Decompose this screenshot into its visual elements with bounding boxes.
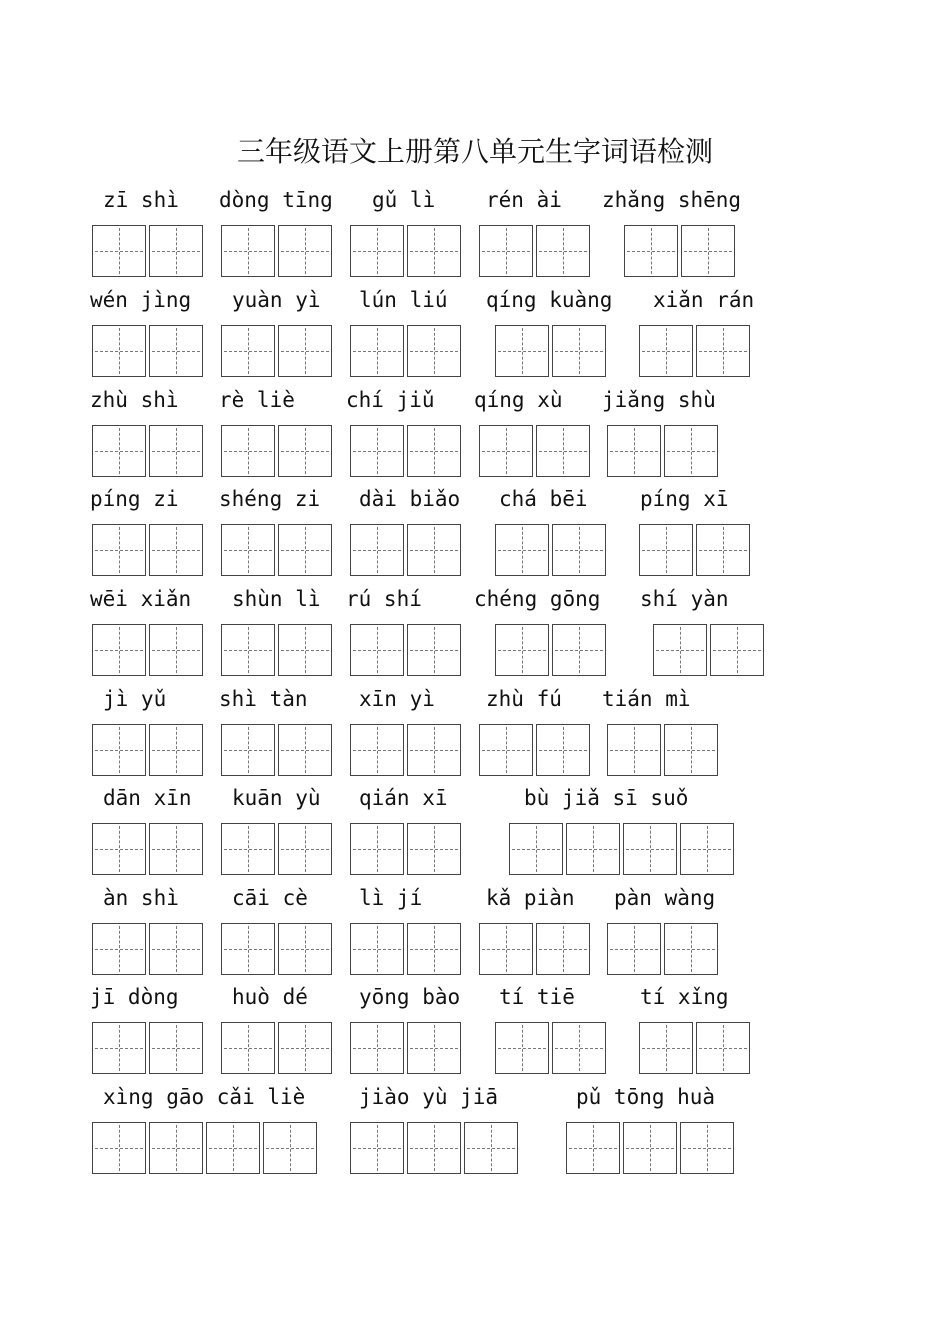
tianzige-writing-box[interactable] [350, 1022, 404, 1074]
tianzige-writing-box[interactable] [696, 1022, 750, 1074]
tianzige-writing-box[interactable] [495, 524, 549, 576]
tianzige-writing-box[interactable] [350, 225, 404, 277]
pinyin-prompt: kuān yù [232, 786, 321, 810]
tianzige-writing-box[interactable] [495, 624, 549, 676]
tianzige-writing-box[interactable] [681, 225, 735, 277]
pinyin-prompt: tián mì [602, 687, 691, 711]
tianzige-writing-box[interactable] [464, 1122, 518, 1174]
pinyin-prompt: dài biǎo [359, 487, 461, 511]
tianzige-writing-box[interactable] [536, 425, 590, 477]
pinyin-prompt: lún liú [359, 288, 448, 312]
answer-grid-group [221, 425, 332, 477]
answer-grid-group [92, 1022, 203, 1074]
pinyin-prompt: qíng xù [474, 388, 563, 412]
pinyin-prompt: jī dòng [90, 985, 179, 1009]
tianzige-writing-box[interactable] [664, 425, 718, 477]
tianzige-writing-box[interactable] [92, 823, 146, 875]
tianzige-writing-box[interactable] [696, 325, 750, 377]
tianzige-writing-box[interactable] [552, 624, 606, 676]
tianzige-writing-box[interactable] [350, 1122, 404, 1174]
pinyin-prompt: qíng kuàng [486, 288, 613, 312]
tianzige-writing-box[interactable] [149, 724, 203, 776]
answer-grid-group [221, 624, 332, 676]
pinyin-prompt: cāi cè [232, 886, 308, 910]
pinyin-prompt: bù jiǎ sī suǒ [524, 786, 689, 810]
tianzige-writing-box[interactable] [92, 1122, 146, 1174]
answer-grid-group [350, 1122, 518, 1174]
tianzige-writing-box[interactable] [623, 1122, 677, 1174]
answer-grid-group [607, 923, 718, 975]
tianzige-writing-box[interactable] [350, 624, 404, 676]
tianzige-writing-box[interactable] [653, 624, 707, 676]
tianzige-writing-box[interactable] [278, 823, 332, 875]
tianzige-writing-box[interactable] [495, 1022, 549, 1074]
tianzige-writing-box[interactable] [350, 524, 404, 576]
tianzige-writing-box[interactable] [278, 1022, 332, 1074]
tianzige-writing-box[interactable] [536, 225, 590, 277]
page-title: 三年级语文上册第八单元生字词语检测 [236, 135, 713, 168]
tianzige-writing-box[interactable] [350, 724, 404, 776]
pinyin-prompt: rén ài [486, 188, 562, 212]
answer-grid-group [350, 325, 461, 377]
tianzige-writing-box[interactable] [696, 524, 750, 576]
pinyin-prompt: píng zi [90, 487, 179, 511]
tianzige-writing-box[interactable] [92, 1022, 146, 1074]
tianzige-writing-box[interactable] [407, 225, 461, 277]
answer-grid-group [607, 425, 718, 477]
pinyin-prompt: qián xī [359, 786, 448, 810]
tianzige-writing-box[interactable] [710, 624, 764, 676]
pinyin-prompt: pàn wàng [614, 886, 716, 910]
answer-grid-group [92, 1122, 317, 1174]
tianzige-writing-box[interactable] [407, 724, 461, 776]
tianzige-writing-box[interactable] [552, 325, 606, 377]
tianzige-writing-box[interactable] [479, 425, 533, 477]
answer-grid-group [221, 524, 332, 576]
tianzige-writing-box[interactable] [479, 225, 533, 277]
pinyin-prompt: shùn lì [232, 587, 321, 611]
answer-grid-group [495, 325, 606, 377]
answer-grid-group [92, 923, 203, 975]
answer-grid-group [221, 823, 332, 875]
pinyin-prompt: pǔ tōng huà [576, 1085, 716, 1109]
pinyin-prompt: zhù fú [486, 687, 562, 711]
tianzige-writing-box[interactable] [278, 624, 332, 676]
tianzige-writing-box[interactable] [221, 524, 275, 576]
answer-grid-group [350, 225, 461, 277]
answer-grid-group [92, 524, 203, 576]
tianzige-writing-box[interactable] [680, 823, 734, 875]
tianzige-writing-box[interactable] [664, 724, 718, 776]
answer-grid-group [479, 225, 590, 277]
pinyin-prompt: jì yǔ [103, 687, 167, 711]
tianzige-writing-box[interactable] [552, 1022, 606, 1074]
answer-grid-group [350, 923, 461, 975]
tianzige-writing-box[interactable] [407, 823, 461, 875]
tianzige-writing-box[interactable] [221, 325, 275, 377]
tianzige-writing-box[interactable] [149, 823, 203, 875]
pinyin-prompt: píng xī [640, 487, 729, 511]
pinyin-prompt: huò dé [232, 985, 308, 1009]
tianzige-writing-box[interactable] [350, 325, 404, 377]
pinyin-prompt: dòng tīng [219, 188, 333, 212]
tianzige-writing-box[interactable] [407, 923, 461, 975]
pinyin-prompt: yōng bào [359, 985, 461, 1009]
answer-grid-group [350, 823, 461, 875]
pinyin-prompt: wēi xiǎn [90, 587, 192, 611]
answer-grid-group [92, 624, 203, 676]
tianzige-writing-box[interactable] [278, 325, 332, 377]
tianzige-writing-box[interactable] [536, 923, 590, 975]
tianzige-writing-box[interactable] [221, 823, 275, 875]
tianzige-writing-box[interactable] [495, 325, 549, 377]
pinyin-prompt: chí jiǔ [346, 388, 435, 412]
tianzige-writing-box[interactable] [350, 823, 404, 875]
answer-grid-group [639, 524, 750, 576]
answer-grid-group [566, 1122, 734, 1174]
answer-grid-group [350, 624, 461, 676]
tianzige-writing-box[interactable] [407, 1022, 461, 1074]
tianzige-writing-box[interactable] [206, 1122, 260, 1174]
answer-grid-group [495, 624, 606, 676]
tianzige-writing-box[interactable] [479, 923, 533, 975]
answer-grid-group [639, 325, 750, 377]
tianzige-writing-box[interactable] [92, 624, 146, 676]
pinyin-prompt: chá bēi [499, 487, 588, 511]
tianzige-writing-box[interactable] [149, 524, 203, 576]
tianzige-writing-box[interactable] [92, 923, 146, 975]
tianzige-writing-box[interactable] [149, 1022, 203, 1074]
pinyin-prompt: wén jìng [90, 288, 192, 312]
pinyin-prompt: zhù shì [90, 388, 179, 412]
tianzige-writing-box[interactable] [149, 325, 203, 377]
pinyin-prompt: zhǎng shēng [602, 188, 742, 212]
tianzige-writing-box[interactable] [479, 724, 533, 776]
tianzige-writing-box[interactable] [509, 823, 563, 875]
tianzige-writing-box[interactable] [92, 524, 146, 576]
tianzige-writing-box[interactable] [607, 923, 661, 975]
pinyin-prompt: rè liè [219, 388, 295, 412]
tianzige-writing-box[interactable] [278, 425, 332, 477]
pinyin-prompt: shì tàn [219, 687, 308, 711]
answer-grid-group [479, 724, 590, 776]
answer-grid-group [221, 1022, 332, 1074]
tianzige-writing-box[interactable] [92, 225, 146, 277]
pinyin-prompt: jiǎng shù [602, 388, 716, 412]
pinyin-prompt: yuàn yì [232, 288, 321, 312]
pinyin-prompt: jiào yù jiā [359, 1085, 499, 1109]
pinyin-prompt: dān xīn [103, 786, 192, 810]
answer-grid-group [639, 1022, 750, 1074]
answer-grid-group [495, 524, 606, 576]
tianzige-writing-box[interactable] [221, 624, 275, 676]
tianzige-writing-box[interactable] [407, 624, 461, 676]
answer-grid-group [350, 524, 461, 576]
pinyin-prompt: zī shì [103, 188, 179, 212]
tianzige-writing-box[interactable] [407, 325, 461, 377]
answer-grid-group [509, 823, 734, 875]
tianzige-writing-box[interactable] [607, 425, 661, 477]
tianzige-writing-box[interactable] [92, 325, 146, 377]
pinyin-prompt: tí tiē [499, 985, 575, 1009]
tianzige-writing-box[interactable] [639, 524, 693, 576]
tianzige-writing-box[interactable] [639, 325, 693, 377]
tianzige-writing-box[interactable] [221, 724, 275, 776]
tianzige-writing-box[interactable] [149, 225, 203, 277]
tianzige-writing-box[interactable] [92, 724, 146, 776]
pinyin-prompt: xìng gāo cǎi liè [103, 1085, 306, 1109]
pinyin-prompt: chéng gōng [474, 587, 601, 611]
tianzige-writing-box[interactable] [607, 724, 661, 776]
answer-grid-group [479, 425, 590, 477]
pinyin-prompt: shí yàn [640, 587, 729, 611]
answer-grid-group [350, 1022, 461, 1074]
tianzige-writing-box[interactable] [278, 225, 332, 277]
tianzige-writing-box[interactable] [221, 425, 275, 477]
answer-grid-group [221, 724, 332, 776]
answer-grid-group [350, 724, 461, 776]
pinyin-prompt: xīn yì [359, 687, 435, 711]
pinyin-prompt: gǔ lì [372, 188, 436, 212]
answer-grid-group [92, 325, 203, 377]
tianzige-writing-box[interactable] [566, 823, 620, 875]
answer-grid-group [653, 624, 764, 676]
tianzige-writing-box[interactable] [664, 923, 718, 975]
answer-grid-group [607, 724, 718, 776]
tianzige-writing-box[interactable] [407, 1122, 461, 1174]
tianzige-writing-box[interactable] [221, 923, 275, 975]
tianzige-writing-box[interactable] [350, 425, 404, 477]
pinyin-prompt: xiǎn rán [653, 288, 755, 312]
answer-grid-group [221, 325, 332, 377]
answer-grid-group [350, 425, 461, 477]
tianzige-writing-box[interactable] [536, 724, 590, 776]
pinyin-prompt: shéng zi [219, 487, 321, 511]
tianzige-writing-box[interactable] [680, 1122, 734, 1174]
answer-grid-group [495, 1022, 606, 1074]
tianzige-writing-box[interactable] [221, 1022, 275, 1074]
tianzige-writing-box[interactable] [639, 1022, 693, 1074]
pinyin-prompt: lì jí [359, 886, 423, 910]
tianzige-writing-box[interactable] [278, 923, 332, 975]
tianzige-writing-box[interactable] [624, 225, 678, 277]
answer-grid-group [92, 225, 203, 277]
tianzige-writing-box[interactable] [278, 724, 332, 776]
tianzige-writing-box[interactable] [149, 1122, 203, 1174]
tianzige-writing-box[interactable] [566, 1122, 620, 1174]
answer-grid-group [221, 923, 332, 975]
pinyin-prompt: rú shí [346, 587, 422, 611]
tianzige-writing-box[interactable] [407, 524, 461, 576]
tianzige-writing-box[interactable] [92, 425, 146, 477]
tianzige-writing-box[interactable] [263, 1122, 317, 1174]
pinyin-prompt: tí xǐng [640, 985, 729, 1009]
tianzige-writing-box[interactable] [623, 823, 677, 875]
answer-grid-group [221, 225, 332, 277]
tianzige-writing-box[interactable] [407, 425, 461, 477]
tianzige-writing-box[interactable] [278, 524, 332, 576]
pinyin-prompt: kǎ piàn [486, 886, 575, 910]
answer-grid-group [92, 724, 203, 776]
tianzige-writing-box[interactable] [149, 624, 203, 676]
tianzige-writing-box[interactable] [149, 923, 203, 975]
pinyin-prompt: àn shì [103, 886, 179, 910]
tianzige-writing-box[interactable] [149, 425, 203, 477]
answer-grid-group [92, 823, 203, 875]
tianzige-writing-box[interactable] [350, 923, 404, 975]
answer-grid-group [479, 923, 590, 975]
tianzige-writing-box[interactable] [221, 225, 275, 277]
tianzige-writing-box[interactable] [552, 524, 606, 576]
answer-grid-group [92, 425, 203, 477]
answer-grid-group [624, 225, 735, 277]
